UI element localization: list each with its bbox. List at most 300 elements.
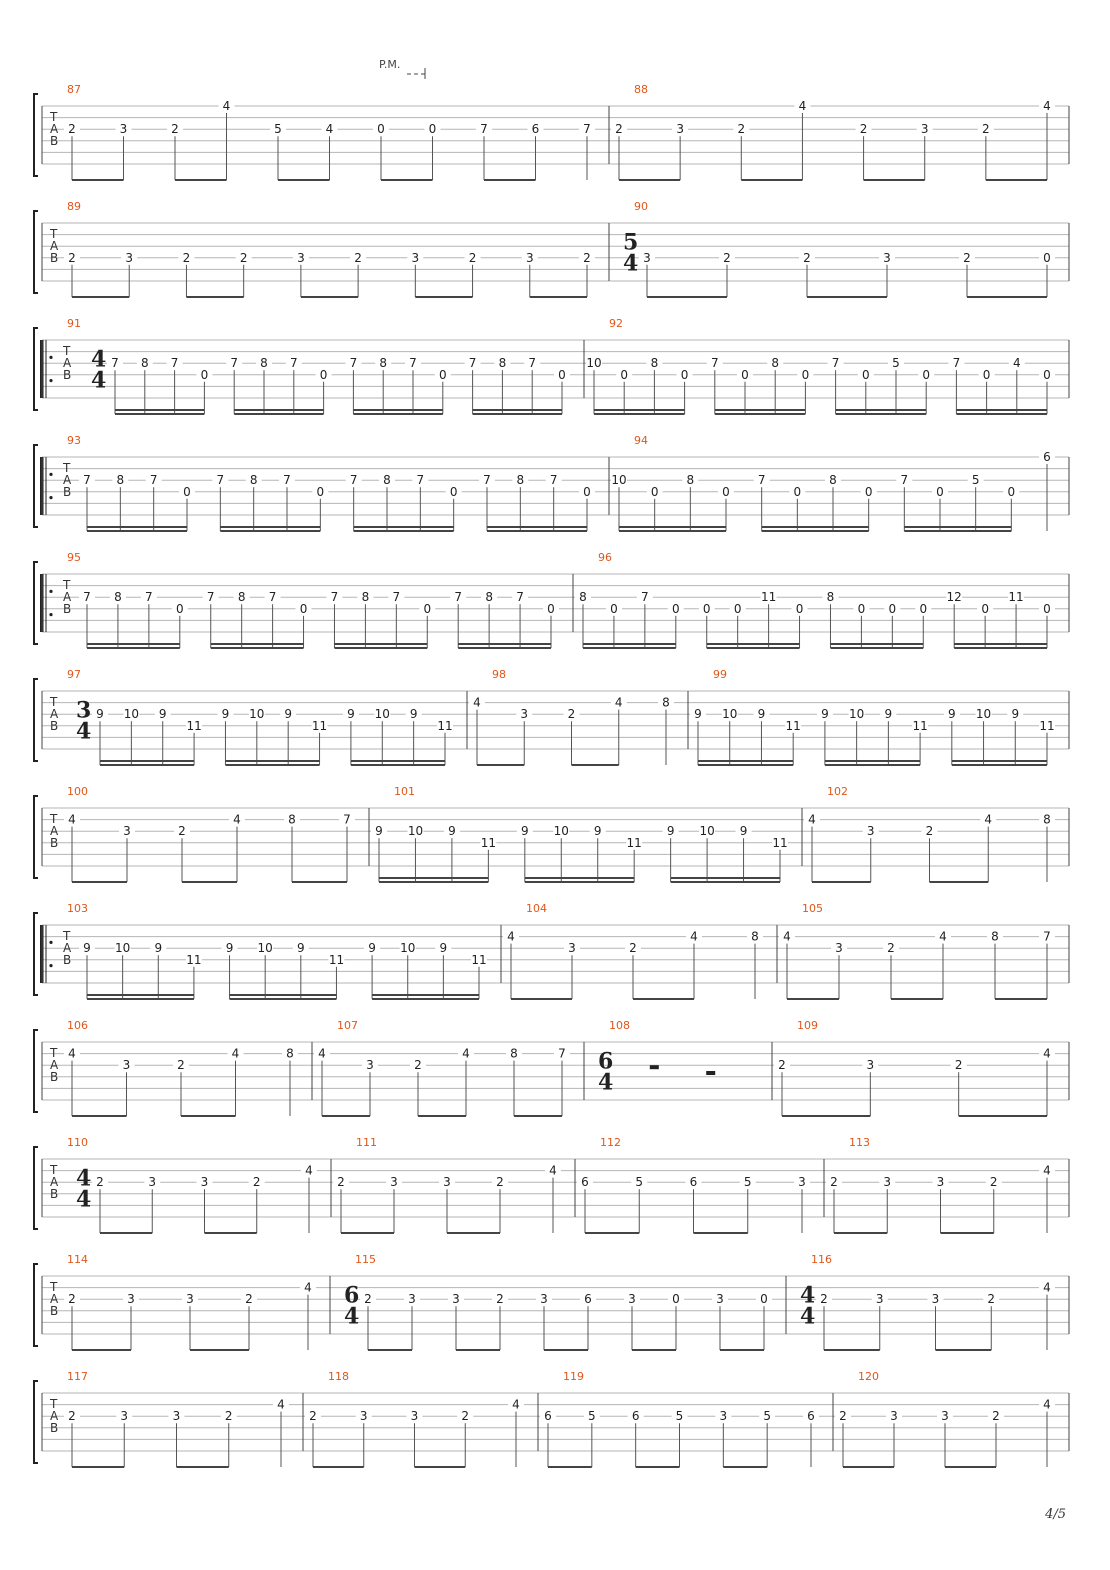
fret-number: 8 [662,695,670,710]
fret-number: 3 [120,1409,129,1424]
measure [774,1019,1055,1116]
fret-number: 9 [520,824,529,839]
fret-number: 2 [839,1409,847,1424]
fret-number: 5 [971,473,980,488]
time-signature-top: 4 [76,1165,92,1192]
tab-clef-letter: B [50,1421,59,1436]
fret-number: 4 [231,1046,240,1061]
measure-number: 104 [526,902,547,915]
measure [804,785,1055,882]
fret-number: 9 [83,941,91,956]
fret-number: 0 [547,601,555,616]
measure-number: 120 [858,1370,879,1383]
fret-number: 8 [249,473,258,488]
fret-number: 7 [216,473,225,488]
fret-number: 7 [349,356,358,371]
measure [344,1253,772,1350]
fret-number: 4 [549,1163,557,1178]
fret-number: 2 [992,1409,1000,1424]
measure [503,902,763,999]
system-bracket [34,562,38,644]
fret-number: 2 [954,1058,963,1073]
fret-number: 3 [366,1058,374,1073]
fret-number: 3 [883,1175,892,1190]
fret-number: 2 [496,1292,504,1307]
repeat-dot [49,379,52,382]
fret-number: 3 [835,941,843,956]
fret-number: 10 [722,707,738,722]
fret-number: 9 [593,824,602,839]
tab-clef-letter: A [50,122,59,137]
fret-number: 8 [826,590,835,605]
fret-number: 2 [68,1292,76,1307]
fret-number: 8 [485,590,493,605]
fret-number: 0 [982,367,991,382]
measure-number: 108 [609,1019,630,1032]
measure [779,902,1055,999]
fret-number: 7 [710,356,719,371]
fret-number: 11 [471,952,487,967]
fret-number: 0 [793,484,802,499]
fret-number: 9 [821,707,829,722]
fret-number: 4 [473,695,481,710]
system-bracket [34,1381,38,1463]
fret-number: 4 [222,99,231,113]
fret-number: 7 [330,590,339,605]
fret-number: 8 [379,356,388,371]
fret-number: 8 [579,590,587,605]
fret-number: 4 [512,1397,520,1412]
fret-number: 12 [946,590,962,605]
fret-number: 2 [615,122,623,137]
measure [598,1019,715,1096]
measure [333,1136,561,1233]
fret-number: 0 [1007,484,1016,499]
half-rest [706,1071,715,1075]
repeat-dot [49,590,52,593]
fret-number: 7 [641,590,649,605]
fret-number: 3 [540,1292,548,1307]
fret-number: 2 [987,1292,996,1307]
tab-clef-letter: B [63,485,72,500]
fret-number: 3 [119,122,128,137]
measure-number: 100 [67,785,88,798]
palm-mute-label: P.M. [379,58,401,71]
time-signature-top: 4 [91,346,107,373]
measure [314,1019,570,1116]
fret-number: 4 [1043,1046,1051,1061]
fret-number: 5 [892,356,900,371]
fret-number: 0 [558,367,566,382]
tab-clef-letter: A [50,1409,59,1424]
fret-number: 0 [733,601,742,616]
fret-number: 2 [820,1292,828,1307]
fret-number: 0 [795,601,804,616]
fret-number: 2 [68,122,76,137]
fret-number: 3 [719,1409,728,1424]
fret-number: 2 [171,122,179,137]
fret-number: 7 [230,356,239,371]
fret-number: 9 [694,707,702,722]
fret-number: 11 [626,835,642,850]
measure-number: 89 [67,200,81,213]
fret-number: 4 [1043,99,1051,113]
fret-number: 7 [283,473,291,488]
fret-number: 3 [411,250,420,265]
fret-number: 3 [716,1292,724,1307]
fret-number: 2 [178,824,186,839]
fret-number: 9 [375,824,383,839]
fret-number: 11 [186,952,202,967]
fret-number: 4 [68,812,76,827]
measure-number: 98 [492,668,506,681]
fret-number: 3 [122,1058,131,1073]
tab-clef-letter: A [63,590,72,605]
fret-number: 11 [785,718,801,733]
system-bracket [34,328,38,410]
fret-number: 7 [757,473,766,488]
fret-number: 9 [221,707,230,722]
fret-number: 7 [416,473,425,488]
tab-clef-letter: B [63,953,72,968]
fret-number: 9 [368,941,376,956]
fret-number: 11 [311,718,328,733]
fret-number: 3 [127,1292,135,1307]
fret-number: 2 [96,1175,104,1190]
fret-number: 11 [772,835,788,850]
fret-number: 3 [883,250,891,265]
tab-clef-letter: T [63,344,71,359]
fret-number: 0 [801,367,810,382]
fret-number: 10 [611,473,627,488]
fret-number: 5 [588,1409,596,1424]
fret-number: 2 [337,1175,345,1190]
time-signature-bottom: 4 [598,1069,614,1096]
fret-number: 2 [252,1175,261,1190]
fret-number: 7 [480,122,488,137]
repeat-dot [49,496,52,499]
fret-number: 4 [798,99,807,113]
fret-number: 7 [454,590,463,605]
fret-number: 0 [316,484,325,499]
measure-number: 111 [356,1136,377,1149]
measure-number: 101 [394,785,415,798]
tab-clef-letter: B [63,368,72,383]
tab-clef-letter: A [50,1175,59,1190]
fret-number: 8 [510,1046,518,1061]
fret-number: 2 [177,1058,185,1073]
fret-number: 4 [783,929,791,944]
measure [67,551,559,648]
tab-clef-letter: B [50,719,59,734]
tab-clef-letter: T [50,1280,58,1295]
fret-number: 0 [922,367,931,382]
time-signature-top: 4 [800,1282,816,1309]
fret-number: 0 [428,122,437,137]
tab-clef-letter: T [50,812,58,827]
repeat-dot [49,473,52,476]
tab-clef-letter: T [50,695,58,710]
fret-number: 0 [864,484,873,499]
fret-number: 3 [172,1409,181,1424]
tab-clef-letter: A [63,473,72,488]
fret-number: 3 [643,250,651,265]
time-signature-bottom: 4 [623,250,639,277]
fret-number: 7 [583,122,591,137]
fret-number: 2 [925,824,934,839]
fret-number: 2 [629,941,637,956]
fret-number: 0 [680,367,689,382]
tab-clef-letter: T [50,227,58,242]
time-signature-bottom: 4 [800,1303,816,1330]
measure-number: 114 [67,1253,88,1266]
tab-clef-letter: A [50,707,59,722]
fret-number: 2 [583,250,591,265]
fret-number: 7 [111,356,119,371]
fret-number: 6 [581,1175,589,1190]
fret-number: 2 [245,1292,253,1307]
repeat-dot [49,356,52,359]
fret-number: 9 [347,707,355,722]
tab-clef-letter: A [50,824,59,839]
fret-number: 8 [991,929,999,944]
fret-number: 11 [437,718,453,733]
measure-number: 99 [713,668,727,681]
fret-number: 0 [981,601,989,616]
fret-number: 0 [438,367,447,382]
fret-number: 10 [123,707,140,722]
tab-system [34,1253,1069,1350]
tab-system [34,785,1069,882]
tab-clef-letter: T [63,578,71,593]
fret-number: 3 [186,1292,194,1307]
fret-number: 3 [875,1292,884,1307]
fret-number: 2 [496,1175,504,1190]
fret-number: 7 [83,590,91,605]
fret-number: 3 [941,1409,949,1424]
tab-clef-letter: T [63,929,71,944]
system-bracket [34,211,38,293]
fret-number: 7 [409,356,417,371]
fret-number: 5 [743,1175,752,1190]
fret-number: 8 [116,473,125,488]
fret-number: 3 [568,941,576,956]
fret-number: 8 [829,473,837,488]
fret-number: 10 [848,707,865,722]
tab-clef-letter: B [50,1187,59,1202]
measure-number: 113 [849,1136,870,1149]
fret-number: 9 [296,941,305,956]
fret-number: 0 [620,367,629,382]
tab-clef-letter: B [50,1304,59,1319]
fret-number: 3 [443,1175,451,1190]
fret-number: 0 [583,484,591,499]
tab-system [34,551,1069,648]
fret-number: 10 [553,824,569,839]
fret-number: 9 [757,707,766,722]
fret-number: 3 [866,1058,875,1073]
system-bracket [34,1147,38,1229]
measure [623,200,1055,297]
tab-clef-letter: B [50,134,59,149]
measure-number: 115 [355,1253,376,1266]
fret-number: 6 [1043,450,1051,464]
half-rest [650,1065,659,1069]
fret-number: 9 [947,707,956,722]
fret-number: 2 [309,1409,317,1424]
tab-clef-letter: B [50,1070,59,1085]
tab-system [34,902,1069,999]
fret-number: 9 [158,707,167,722]
measure [469,668,674,765]
tab-clef-letter: T [50,1397,58,1412]
fret-number: 3 [931,1292,940,1307]
fret-number: 2 [859,122,868,137]
fret-number: 0 [377,122,385,137]
system-bracket [34,679,38,761]
measure [575,551,1055,648]
tab-system [34,83,1069,180]
fret-number: 0 [183,484,191,499]
fret-number: 7 [206,590,215,605]
measure-number: 107 [337,1019,358,1032]
fret-number: 4 [277,1397,285,1412]
measure [64,785,355,882]
measure-number: 102 [827,785,848,798]
fret-number: 4 [808,812,816,827]
fret-number: 2 [737,122,746,137]
fret-number: 4 [1043,1397,1051,1412]
fret-number: 3 [123,824,131,839]
fret-number: 6 [531,122,540,137]
tab-clef-letter: T [63,461,71,476]
measure [67,434,595,531]
measure [67,668,453,765]
measure [67,902,487,999]
system-bracket [34,913,38,995]
fret-number: 4 [690,929,698,944]
measure [64,200,595,297]
fret-number: 4 [233,812,241,827]
fret-number: 4 [325,122,334,137]
fret-number: 7 [900,473,909,488]
tab-system [34,200,1069,297]
fret-number: 3 [148,1175,157,1190]
measure [835,1370,1055,1467]
tab-system [34,1019,1069,1116]
fret-number: 0 [888,601,897,616]
fret-number: 8 [751,929,759,944]
fret-number: 2 [239,250,248,265]
fret-number: 11 [328,952,345,967]
measure [64,1019,298,1116]
measure [586,317,1055,414]
fret-number: 0 [1043,250,1051,265]
fret-number: 7 [831,356,840,371]
fret-number: 3 [890,1409,898,1424]
fret-number: 9 [439,941,448,956]
fret-number: 4 [304,1280,312,1295]
fret-number: 9 [1011,707,1020,722]
fret-number: 7 [468,356,477,371]
fret-number: 2 [68,250,76,265]
fret-number: 4 [1043,1280,1051,1295]
fret-number: 5 [274,122,282,137]
fret-number: 9 [225,941,234,956]
tab-clef-letter: T [50,1163,58,1178]
fret-number: 3 [866,824,875,839]
measure-number: 87 [67,83,81,96]
fret-number: 0 [857,601,866,616]
fret-number: 2 [982,122,990,137]
time-signature-top: 6 [344,1282,360,1309]
fret-number: 10 [699,824,715,839]
fret-number: 8 [771,356,780,371]
fret-number: 2 [778,1058,786,1073]
fret-number: 2 [461,1409,470,1424]
fret-number: 4 [1043,1163,1051,1178]
fret-number: 0 [861,367,870,382]
tab-clef-letter: T [50,1046,58,1061]
tab-clef-letter: A [50,239,59,254]
tab-clef-letter: A [63,356,72,371]
measure [690,668,1055,765]
measure-number: 110 [67,1136,88,1149]
system-bracket [34,94,38,176]
fret-number: 4 [939,929,947,944]
measure [826,1136,1055,1233]
fret-number: 3 [390,1175,398,1190]
fret-number: 7 [549,473,558,488]
repeat-dot [49,613,52,616]
measure-number: 117 [67,1370,88,1383]
tab-clef-letter: B [63,602,72,617]
fret-number: 0 [175,601,184,616]
fret-number: 2 [963,250,971,265]
fret-number: 11 [480,835,497,850]
fret-number: 0 [936,484,944,499]
measure-number: 116 [811,1253,832,1266]
fret-number: 5 [763,1409,771,1424]
fret-number: 8 [361,590,370,605]
measure [67,1136,317,1233]
fret-number: 4 [614,695,623,710]
fret-number: 4 [68,1046,76,1061]
tab-system [34,434,1069,531]
fret-number: 11 [186,718,202,733]
tab-system [34,317,1069,414]
fret-number: 2 [414,1058,422,1073]
time-signature-bottom: 4 [76,1186,92,1213]
fret-number: 9 [409,707,418,722]
fret-number: 3 [297,250,305,265]
measure [611,83,1055,180]
measure-number: 97 [67,668,81,681]
fret-number: 6 [689,1175,698,1190]
system-bracket [34,1030,38,1112]
fret-number: 9 [154,941,163,956]
fret-number: 0 [671,601,680,616]
fret-number: 0 [702,601,711,616]
fret-number: 7 [952,356,961,371]
fret-number: 10 [374,707,390,722]
time-signature-bottom: 4 [91,367,107,394]
fret-number: 2 [887,941,895,956]
measure [371,785,788,882]
fret-number: 10 [975,707,992,722]
fret-number: 3 [125,250,134,265]
fret-number: 0 [672,1292,680,1307]
